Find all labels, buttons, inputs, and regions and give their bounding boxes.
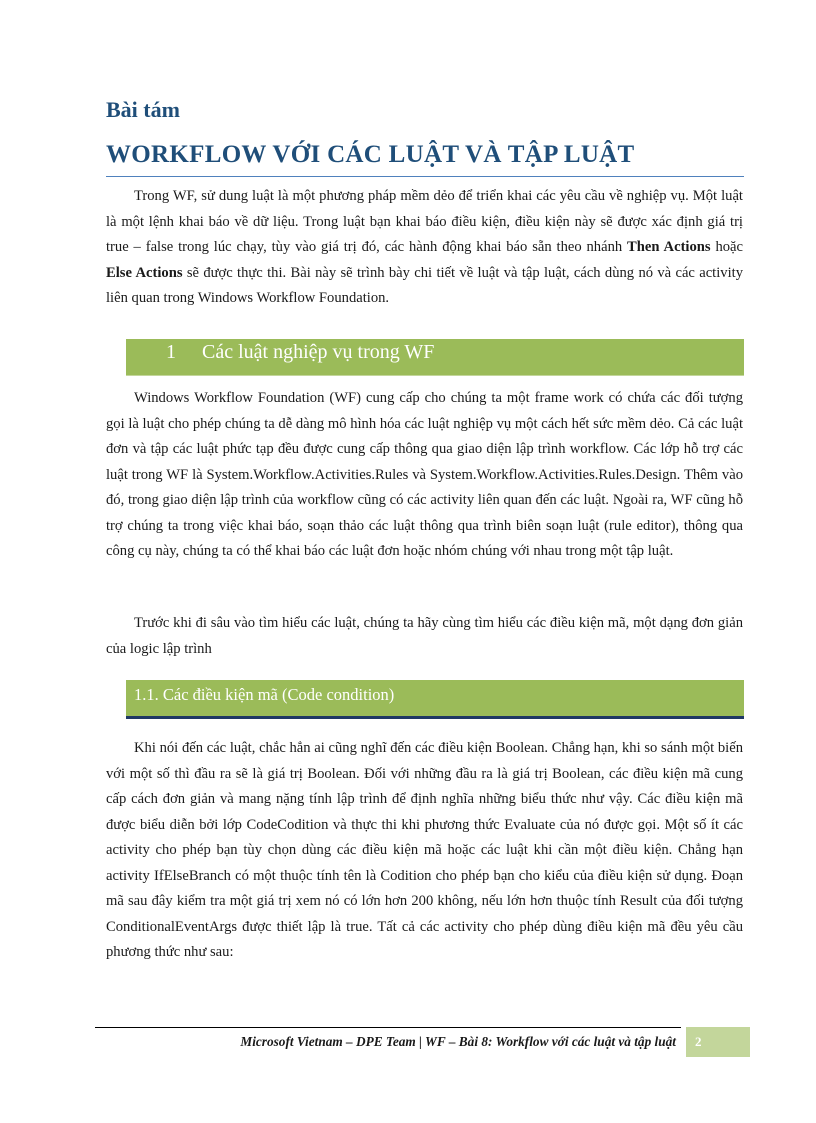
page-number-badge (686, 1027, 750, 1057)
then-actions-bold: Then Actions (627, 239, 711, 255)
section-1-1-paragraph: Khi nói đến các luật, chắc hẳn ai cũng nghĩ đến các điều kiện Boolean. Chẳng hạn, khi so sánh một biến với một số thì đầu ra sẽ là giá trị Boolean. Đối với những đầu ra là giá trị Boolean, các điều kiện mã cung cấp cách đơn giản và mang nặng tính lập trình để định nghĩa những biểu thức như vậy. Các điều kiện mã được biểu diễn bởi lớp CodeCodition và thực thi khi phương thức Evaluate của nó được gọi. Một số ít các activity cho phép bạn tùy chọn dùng các điều kiện mã hoặc các luật khi cần một điều kiện. Chẳng hạn activity IfElseBranch có một thuộc tính tên là Codition cho phép bạn cho kiểu của điều kiện sử dụng. Đoạn mã sau đây kiểm tra một giá trị xem nó có lớn hơn 200 không, nếu lớn hơn thuộc tính Result của đối tượng ConditionalEventArgs được thiết lập là true. Tất cả các activity cho phép dùng điều kiện mã đều yêu cầu phương thức như sau: (106, 740, 743, 960)
section-1-heading: Các luật nghiệp vụ trong WF (202, 341, 435, 363)
footer-divider (95, 1027, 681, 1028)
section-1-heading-bar (126, 339, 744, 376)
intro-text-2: hoặc (710, 239, 743, 255)
footer-text: Microsoft Vietnam – DPE Team | WF – Bài 8: Workflow với các luật và tập luật (240, 1034, 676, 1049)
section-1-number: 1 (166, 341, 176, 363)
page-number: 2 (695, 1034, 702, 1049)
lesson-label: Bài tám (106, 97, 180, 122)
else-actions-bold: Else Actions (106, 264, 183, 281)
intro-text-1: Trong WF, sử dung luật là một phương pháp mềm dẻo để triển khai các yêu cầu về nghiệp vụ. Một luật là một lệnh khai báo về dữ liệu. Trong luật bạn khai báo điều kiện, điều kiện này sẽ được xác định giá trị true – false trong lúc chạy, tùy vào giá trị đó, các hành động khai báo sẵn theo nhánh (106, 188, 743, 255)
section-1-1-heading: 1.1. Các điều kiện mã (Code condition) (134, 685, 395, 704)
page-title: WORKFLOW VỚI CÁC LUẬT VÀ TẬP LUẬT (106, 141, 635, 168)
section-1-paragraph-2: Trước khi đi sâu vào tìm hiểu các luật, chúng ta hãy cùng tìm hiểu các điều kiện mã, một dạng đơn giản của logic lập trình (106, 615, 743, 657)
title-divider (106, 176, 744, 177)
section-1-paragraph-1: Windows Workflow Foundation (WF) cung cấp cho chúng ta một frame work có chứa các đối tượng gọi là luật cho phép chúng ta dễ dàng mô hình hóa các luật nghiệp vụ một cách hết sức mềm dẻo. Cả các luật đơn và tập các luật phức tạp đều được cung cấp thông qua giao diện lập trình workflow. Các lớp hỗ trợ các luật trong WF là System.Workflow.Activities.Rules và System.Workflow.Activities.Rules.Design. Thêm vào đó, trong giao diện lập trình của workflow cũng có các activity liên quan đến các luật. Ngoài ra, WF cũng hỗ trợ chúng ta trong việc khai báo, soạn thảo các luật thông qua trình biên soạn luật (rule editor), thông qua công cụ này, chúng ta có thể khai báo các luật đơn hoặc nhóm chúng với nhau trong một tập luật. (106, 390, 743, 559)
intro-paragraph (106, 184, 743, 312)
intro-text-3: sẽ được thực thi. Bài này sẽ trình bày chi tiết về luật và tập luật, cách dùng nó và các activity liên quan trong Windows Workflow Foundation. (106, 264, 743, 306)
section-1-1-heading-bar (126, 680, 744, 716)
section-1-1-underline (126, 716, 744, 719)
